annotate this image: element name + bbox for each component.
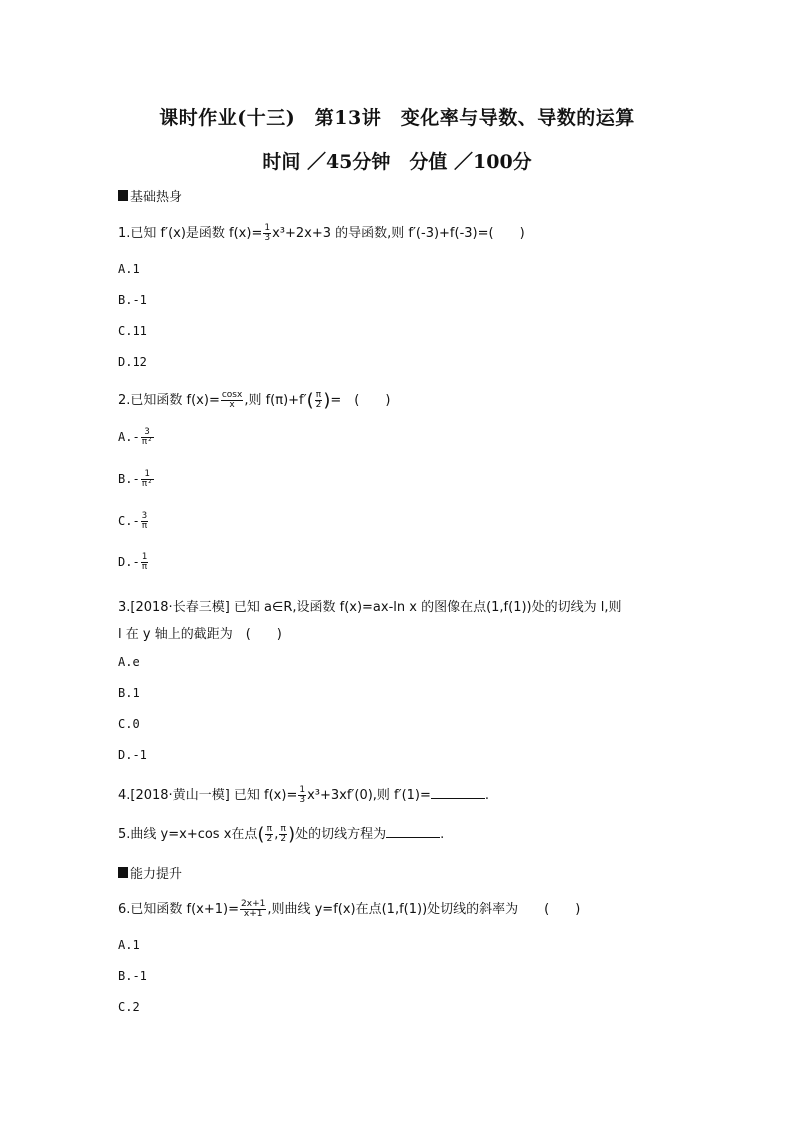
- question-4-end: .: [484, 788, 490, 803]
- q2-option-c: [118, 512, 149, 531]
- fraction-numerator: π: [315, 390, 322, 400]
- option-label: C.: [118, 514, 133, 528]
- q3-option-a: A.e: [118, 655, 140, 669]
- option-label: D.: [118, 555, 133, 569]
- fraction-denominator: x+1: [243, 909, 263, 919]
- option-label: B.: [118, 472, 133, 486]
- question-2-prefix: 2.已知函数 f(x)=: [118, 393, 220, 408]
- point-x-fraction: [265, 825, 273, 844]
- question-6-suffix: ,则曲线 y=f(x)在点(1,f(1))处切线的斜率为 ( ): [267, 902, 581, 917]
- q1-option-c: C.11: [118, 324, 147, 338]
- fraction-numerator: π: [280, 824, 286, 834]
- fraction-numerator: 1: [299, 785, 306, 795]
- q1-option-a: A.1: [118, 262, 140, 276]
- page-title: 课时作业(十三) 第13讲 变化率与导数、导数的运算: [159, 107, 635, 129]
- question-5: [118, 823, 444, 845]
- question-1: [118, 222, 525, 243]
- fraction-numerator: 1: [141, 470, 154, 480]
- q3-option-b: B.1: [118, 686, 140, 700]
- option-label: A.: [118, 430, 133, 444]
- square-bullet-icon: [118, 190, 128, 201]
- option-fraction: [141, 428, 154, 447]
- q6-option-b: B.-1: [118, 969, 147, 983]
- open-paren: (: [306, 390, 314, 411]
- fraction-denominator: 2: [315, 400, 322, 410]
- section-heading-basic: [118, 186, 182, 205]
- question-2: [118, 389, 390, 411]
- question-5-end: .: [440, 827, 445, 842]
- question-6-prefix: 6.已知函数 f(x+1)=: [118, 902, 240, 917]
- option-fraction: [141, 512, 148, 531]
- question-1-fraction: [263, 224, 271, 243]
- question-5-suffix: 处的切线方程为: [295, 827, 387, 842]
- fraction-numerator: 2x+1: [241, 899, 266, 909]
- question-4-fraction: [298, 786, 306, 805]
- question-3-line-1: 3.[2018·长春三模] 已知 a∈R,设函数 f(x)=ax-ln x 的图像在点(1,f(1))处的切线为 l,则: [118, 600, 622, 615]
- question-4: [118, 784, 489, 805]
- section-heading-ability: [118, 863, 182, 882]
- q3-option-d: D.-1: [118, 748, 147, 762]
- option-fraction: [141, 553, 148, 572]
- answer-blank[interactable]: [386, 825, 440, 838]
- section-label: 能力提升: [130, 867, 183, 882]
- fraction-numerator: 3: [141, 511, 148, 521]
- question-2-middle: ,则 f(π)+f′: [244, 393, 307, 408]
- question-6: [118, 898, 580, 919]
- q1-option-b: B.-1: [118, 293, 147, 307]
- q1-option-d: D.12: [118, 355, 147, 369]
- fraction-denominator: π²: [141, 479, 153, 489]
- question-5-prefix: 5.曲线 y=x+cos x在点: [118, 827, 258, 842]
- fraction-denominator: 3: [264, 233, 271, 243]
- point-y-fraction: [279, 825, 287, 844]
- question-2-argument-fraction: [315, 391, 323, 410]
- question-4-suffix: x³+3xf′(0),则 f′(1)=: [307, 788, 431, 803]
- question-6-fraction: [240, 900, 266, 919]
- fraction-denominator: 2: [266, 834, 273, 844]
- q2-option-b: [118, 470, 155, 489]
- fraction-denominator: π: [141, 562, 148, 572]
- square-bullet-icon: [118, 867, 128, 878]
- option-sign: -: [132, 472, 140, 486]
- fraction-numerator: π: [266, 824, 273, 834]
- option-sign: -: [132, 430, 140, 444]
- fraction-numerator: 1: [141, 552, 148, 562]
- question-2-suffix: = ( ): [330, 393, 391, 408]
- close-paren: ): [323, 390, 331, 411]
- close-paren: ): [288, 824, 296, 845]
- page-subtitle: 时间 ／45分钟 分值 ／100分: [262, 151, 532, 173]
- q2-option-a: [118, 428, 155, 447]
- q3-option-c: C.0: [118, 717, 140, 731]
- fraction-denominator: x: [229, 400, 235, 410]
- fraction-denominator: 3: [299, 795, 306, 805]
- option-fraction: [141, 470, 154, 489]
- fraction-denominator: π²: [141, 437, 153, 447]
- answer-blank[interactable]: [431, 786, 485, 799]
- section-label: 基础热身: [130, 190, 183, 205]
- fraction-numerator: 3: [141, 428, 154, 438]
- question-1-prefix: 1.已知 f′(x)是函数 f(x)=: [118, 226, 263, 241]
- option-sign: -: [132, 555, 140, 569]
- open-paren: (: [257, 824, 265, 845]
- question-4-prefix: 4.[2018·黄山一模] 已知 f(x)=: [118, 788, 298, 803]
- fraction-denominator: π: [141, 521, 148, 531]
- q2-option-d: [118, 553, 149, 572]
- comma: ,: [274, 827, 279, 842]
- fraction-numerator: 1: [264, 223, 271, 233]
- question-1-suffix: x³+2x+3 的导函数,则 f′(-3)+f(-3)=( ): [272, 226, 525, 241]
- question-3-line-2: l 在 y 轴上的截距为 ( ): [118, 627, 282, 642]
- q6-option-c: C.2: [118, 1000, 140, 1014]
- fraction-denominator: 2: [280, 834, 287, 844]
- q6-option-a: A.1: [118, 938, 140, 952]
- option-sign: -: [132, 514, 140, 528]
- question-2-fraction: [221, 391, 243, 410]
- fraction-numerator: cosx: [221, 390, 243, 400]
